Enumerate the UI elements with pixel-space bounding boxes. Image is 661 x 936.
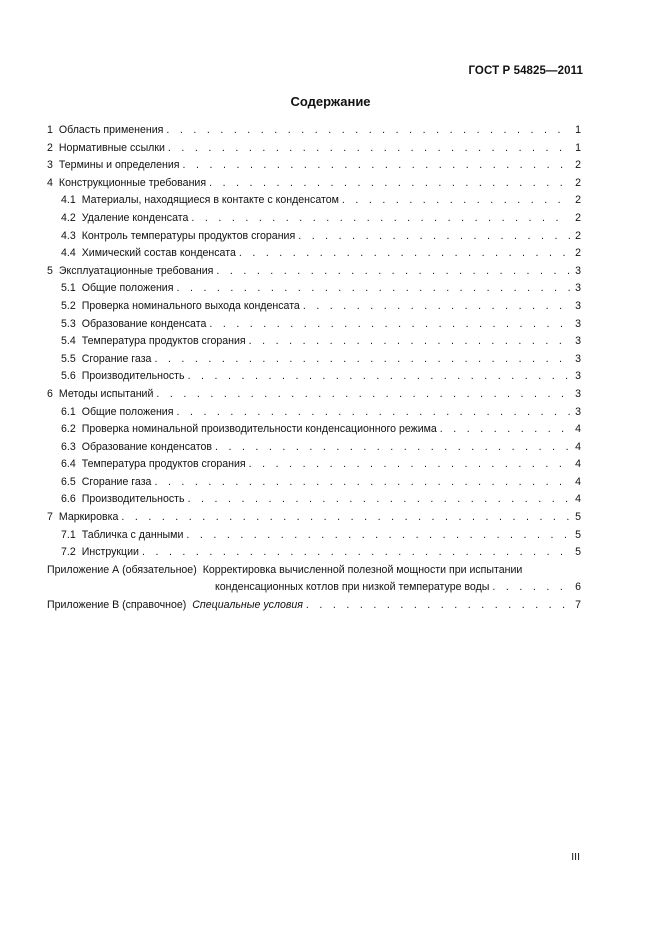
toc-section-number: 4.1 — [61, 194, 76, 207]
toc-leader-dots — [249, 456, 570, 474]
toc-page-number: 4 — [575, 475, 581, 488]
toc-section-title: Табличка с данными — [81, 528, 184, 541]
toc-leader-dots — [306, 597, 570, 615]
toc-section-title: Методы испытаний — [58, 387, 154, 400]
toc-leader-dots — [303, 298, 570, 316]
toc-section-number: 2 — [47, 141, 53, 154]
toc-appendix-a-line2[interactable] — [47, 579, 581, 597]
toc-section-number: 6.5 — [61, 475, 76, 488]
toc-entry[interactable] — [47, 351, 581, 369]
toc-section-number: 5.6 — [61, 370, 76, 383]
toc-entry[interactable] — [47, 404, 581, 422]
toc-section-title: Конструкционные требования — [58, 176, 207, 189]
toc-section-title: Область применения — [58, 124, 164, 136]
toc-leader-dots — [492, 579, 570, 597]
toc-page-number: 5 — [575, 546, 581, 559]
toc-section-number: 5.2 — [61, 299, 76, 312]
toc-leader-dots — [142, 544, 570, 562]
toc-section-title: Температура продуктов сгорания — [81, 458, 246, 471]
toc-page-number: 3 — [575, 299, 581, 312]
toc-entry[interactable] — [47, 140, 581, 158]
toc-section-number: 6.1 — [61, 405, 76, 418]
toc-entry[interactable] — [47, 228, 581, 246]
toc-entry[interactable] — [47, 491, 581, 509]
toc-page-number: 2 — [575, 159, 581, 172]
page-folio: III — [571, 851, 580, 863]
toc-section-title: Сгорание газа — [81, 475, 152, 488]
toc-section-number: 7.1 — [61, 528, 76, 541]
toc-entry[interactable] — [47, 122, 581, 140]
toc-entry[interactable] — [47, 439, 581, 457]
toc-entry[interactable] — [47, 544, 581, 562]
toc-entry[interactable] — [47, 280, 581, 298]
toc-page-number: 1 — [575, 141, 581, 154]
toc-leader-dots — [121, 509, 570, 527]
toc-section-number: 6.6 — [61, 493, 76, 506]
toc-entry[interactable] — [47, 175, 581, 193]
toc-section-number: 3 — [47, 159, 53, 172]
toc-entry[interactable] — [47, 421, 581, 439]
toc-section-number: 1 — [47, 124, 53, 136]
toc-section-number: 7 — [47, 511, 53, 524]
toc-page-number: 5 — [575, 528, 581, 541]
toc-page-number: 4 — [575, 440, 581, 453]
toc-entry[interactable] — [47, 474, 581, 492]
toc-entry[interactable] — [47, 316, 581, 334]
toc-entry[interactable] — [47, 456, 581, 474]
toc-page-number: 3 — [575, 405, 581, 418]
toc-section-title: Химический состав конденсата — [81, 247, 236, 260]
toc-page-number: 5 — [575, 511, 581, 524]
toc-section-title: Образование конденсата — [81, 317, 207, 330]
toc-section-title: Температура продуктов сгорания — [81, 335, 246, 348]
toc-leader-dots — [298, 228, 570, 246]
toc-section-title: Сгорание газа — [81, 352, 152, 365]
toc-leader-dots — [186, 527, 570, 545]
toc-entry[interactable] — [47, 192, 581, 210]
toc-section-title: Маркировка — [58, 511, 119, 524]
toc-section-number: 4.2 — [61, 211, 76, 224]
toc-entry[interactable] — [47, 245, 581, 263]
toc-leader-dots — [168, 140, 570, 158]
toc-entry[interactable] — [47, 298, 581, 316]
toc-section-number: 6.2 — [61, 423, 76, 436]
toc-leader-dots — [156, 386, 570, 404]
toc-entry[interactable] — [47, 210, 581, 228]
toc-page-number: 3 — [575, 317, 581, 330]
toc-section-title: Материалы, находящиеся в контакте с конденсатом — [81, 194, 339, 207]
toc-section-number: 5 — [47, 264, 53, 277]
toc-section-number: 6.3 — [61, 440, 76, 453]
toc-section-title: Нормативные ссылки — [58, 141, 165, 154]
toc-page-number: 1 — [575, 124, 581, 136]
toc-page-number: 4 — [575, 458, 581, 471]
toc-section-number: 4 — [47, 176, 53, 189]
toc-leader-dots — [239, 245, 570, 263]
toc-entry[interactable] — [47, 157, 581, 175]
toc-leader-dots — [188, 491, 570, 509]
toc-section-number: 4.3 — [61, 229, 76, 242]
document-code: ГОСТ Р 54825—2011 — [468, 65, 583, 77]
toc-page-number: 3 — [575, 264, 581, 277]
toc-leader-dots — [191, 210, 570, 228]
toc-section-title: Проверка номинальной производительности конденсационного режима — [81, 423, 437, 436]
toc-entry[interactable] — [47, 368, 581, 386]
toc-section-title: Эксплуатационные требования — [58, 264, 214, 277]
toc-section-title: Образование конденсатов — [81, 440, 212, 453]
toc-section-number: 5.4 — [61, 335, 76, 348]
toc-leader-dots — [440, 421, 570, 439]
toc-entry[interactable] — [47, 333, 581, 351]
toc-appendix-b-title: Специальные условия — [192, 599, 303, 612]
toc-leader-dots — [154, 351, 570, 369]
toc-section-title: Проверка номинального выхода конденсата — [81, 299, 300, 312]
toc-page-number: 2 — [575, 211, 581, 224]
toc-leader-dots — [342, 192, 570, 210]
toc-page-number: 3 — [575, 335, 581, 348]
toc-leader-dots — [209, 175, 570, 193]
toc-appendix-a-title-line2: конденсационных котлов при низкой температуре воды — [215, 581, 490, 594]
toc-leader-dots — [249, 333, 570, 351]
toc-page-number: 3 — [575, 370, 581, 383]
toc-section-title: Инструкции — [81, 546, 139, 559]
toc-leader-dots — [183, 157, 570, 175]
toc-page-number: 2 — [575, 176, 581, 189]
toc-page-number: 3 — [575, 352, 581, 365]
toc-page-number: 4 — [575, 423, 581, 436]
toc-leader-dots — [209, 316, 570, 334]
toc-entry[interactable] — [47, 386, 581, 404]
toc-appendix-a-prefix: Приложение А (обязательное) — [47, 563, 197, 576]
toc-section-number: 5.5 — [61, 352, 76, 365]
toc-page-number: 2 — [575, 194, 581, 207]
toc-page-number: 2 — [575, 229, 581, 242]
toc-leader-dots — [188, 368, 570, 386]
toc-leader-dots — [166, 122, 570, 140]
toc-leader-dots — [176, 404, 570, 422]
toc-title: Содержание — [290, 94, 371, 109]
toc-section-title: Производительность — [81, 493, 185, 506]
toc-section-title: Производительность — [81, 370, 185, 383]
toc-section-title: Термины и определения — [58, 159, 180, 172]
toc-appendix-a-line1[interactable] — [47, 562, 581, 580]
toc-appendix-a-title-line1: Корректировка вычисленной полезной мощности при испытании — [202, 563, 523, 576]
toc-entry[interactable] — [47, 527, 581, 545]
toc-section-title: Контроль температуры продуктов сгорания — [81, 229, 296, 242]
toc-section-number: 5.1 — [61, 282, 76, 295]
toc-leader-dots — [154, 474, 570, 492]
toc-page-number: 4 — [575, 493, 581, 506]
toc-section-title: Общие положения — [81, 282, 174, 295]
toc-leader-dots — [215, 439, 570, 457]
toc-page-number: 6 — [575, 581, 581, 594]
toc-section-title: Общие положения — [81, 405, 174, 418]
toc-leader-dots — [176, 280, 570, 298]
table-of-contents — [47, 122, 581, 615]
toc-entry[interactable] — [47, 263, 581, 281]
toc-appendix-b-prefix: Приложение В (справочное) — [47, 599, 187, 612]
toc-section-title: Удаление конденсата — [81, 211, 189, 224]
toc-section-number: 5.3 — [61, 317, 76, 330]
toc-page-number: 2 — [575, 247, 581, 260]
toc-page-number: 3 — [575, 387, 581, 400]
toc-leader-dots — [216, 263, 570, 281]
toc-section-number: 6.4 — [61, 458, 76, 471]
toc-entry[interactable] — [47, 509, 581, 527]
toc-section-number: 6 — [47, 387, 53, 400]
toc-appendix-b[interactable] — [47, 597, 581, 615]
toc-page-number: 3 — [575, 282, 581, 295]
toc-section-number: 7.2 — [61, 546, 76, 559]
toc-section-number: 4.4 — [61, 247, 76, 260]
toc-page-number: 7 — [575, 599, 581, 612]
